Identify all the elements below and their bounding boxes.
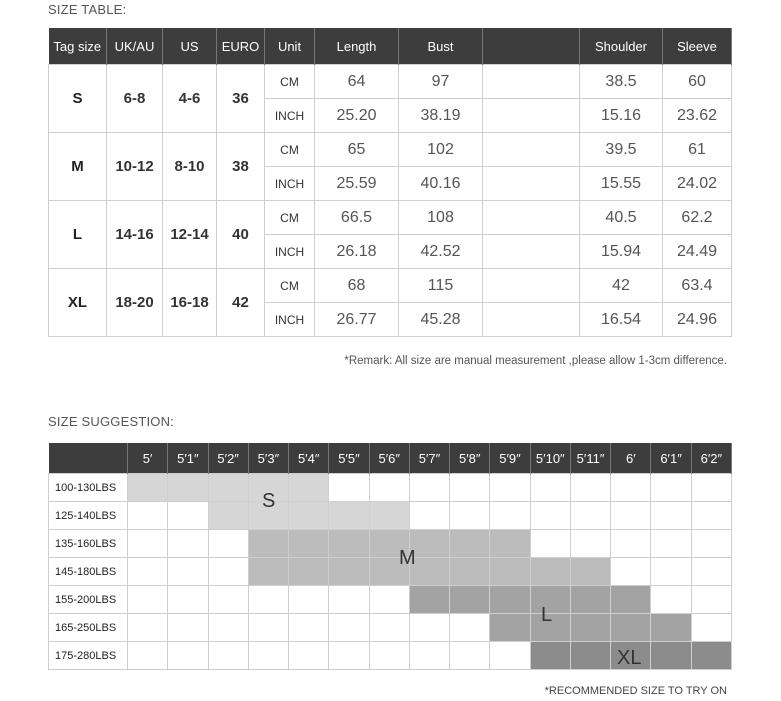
length-cell: 64 — [315, 65, 399, 99]
weight-label: 145-180LBS — [49, 558, 128, 586]
grid-cell — [208, 614, 248, 642]
unit-cell: INCH — [265, 235, 315, 269]
size-row-cm — [49, 269, 732, 303]
header-blank — [483, 28, 580, 65]
zone-label-l: L — [541, 604, 553, 626]
shoulder-cell: 42 — [580, 269, 663, 303]
grid-cell-l — [570, 614, 610, 642]
size-row-cm — [49, 65, 732, 99]
blank-cell — [483, 65, 580, 99]
header-shoulder: Shoulder — [580, 28, 663, 65]
grid-cell-l — [450, 586, 490, 614]
us-cell: 4-6 — [163, 65, 217, 133]
grid-cell — [570, 530, 610, 558]
grid-cell — [450, 642, 490, 670]
unit-cell: INCH — [265, 99, 315, 133]
bust-cell: 38.19 — [399, 99, 483, 133]
grid-cell — [691, 614, 731, 642]
zone-label-m: M — [399, 547, 416, 569]
sleeve-cell: 60 — [663, 65, 732, 99]
euro-cell: 40 — [217, 201, 265, 269]
size-table-header-row — [49, 28, 732, 65]
sleeve-cell: 61 — [663, 133, 732, 167]
grid-cell — [409, 474, 449, 502]
height-header: 6′ — [611, 443, 651, 474]
grid-cell — [128, 558, 168, 586]
grid-cell — [168, 642, 208, 670]
grid-cell — [369, 642, 409, 670]
grid-cell — [289, 586, 329, 614]
header-us: US — [163, 28, 217, 65]
grid-cell — [168, 614, 208, 642]
tag-size-cell: L — [49, 201, 107, 269]
grid-cell-m — [289, 530, 329, 558]
us-cell: 12-14 — [163, 201, 217, 269]
size-row-cm — [49, 133, 732, 167]
grid-cell — [651, 502, 691, 530]
height-header: 5′8″ — [450, 443, 490, 474]
grid-cell — [369, 586, 409, 614]
grid-cell-l — [570, 586, 610, 614]
grid-cell-s — [289, 502, 329, 530]
length-cell: 26.18 — [315, 235, 399, 269]
grid-cell — [128, 614, 168, 642]
height-header: 6′2″ — [691, 443, 731, 474]
grid-cell — [651, 558, 691, 586]
zone-label-s: S — [262, 490, 276, 512]
weight-row — [49, 530, 732, 558]
header-unit: Unit — [265, 28, 315, 65]
grid-cell-s — [369, 502, 409, 530]
height-header: 5′5″ — [329, 443, 369, 474]
sleeve-cell: 24.02 — [663, 167, 732, 201]
size-row-cm — [49, 201, 732, 235]
tag-size-cell: S — [49, 65, 107, 133]
tag-size-cell: M — [49, 133, 107, 201]
header-uk-au: UK/AU — [107, 28, 163, 65]
shoulder-cell: 15.55 — [580, 167, 663, 201]
blank-cell — [483, 303, 580, 337]
weight-label: 155-200LBS — [49, 586, 128, 614]
header-bust: Bust — [399, 28, 483, 65]
grid-cell-l — [611, 586, 651, 614]
shoulder-cell: 15.94 — [580, 235, 663, 269]
header-tag-size: Tag size — [49, 28, 107, 65]
height-header: 5′1″ — [168, 443, 208, 474]
euro-cell: 38 — [217, 133, 265, 201]
grid-cell-m — [329, 530, 369, 558]
grid-cell — [490, 474, 530, 502]
recommended-note: *RECOMMENDED SIZE TO TRY ON — [544, 685, 727, 697]
weight-row — [49, 586, 732, 614]
grid-cell-s — [128, 474, 168, 502]
grid-cell-s — [289, 474, 329, 502]
unit-cell: CM — [265, 65, 315, 99]
header-euro: EURO — [217, 28, 265, 65]
length-cell: 66.5 — [315, 201, 399, 235]
size-suggestion-heading: SIZE SUGGESTION: — [48, 414, 174, 429]
grid-cell — [208, 586, 248, 614]
weight-label: 175-280LBS — [49, 642, 128, 670]
height-header: 5′11″ — [570, 443, 610, 474]
grid-cell — [450, 502, 490, 530]
grid-cell — [168, 502, 208, 530]
grid-cell — [691, 586, 731, 614]
sleeve-cell: 24.49 — [663, 235, 732, 269]
height-header: 5′10″ — [530, 443, 570, 474]
blank-cell — [483, 201, 580, 235]
grid-cell — [570, 474, 610, 502]
height-header-row — [49, 443, 732, 474]
grid-cell — [329, 586, 369, 614]
grid-cell — [450, 614, 490, 642]
sleeve-cell: 24.96 — [663, 303, 732, 337]
sleeve-cell: 63.4 — [663, 269, 732, 303]
grid-cell-m — [450, 530, 490, 558]
grid-cell — [248, 614, 288, 642]
bust-cell: 108 — [399, 201, 483, 235]
grid-cell — [329, 474, 369, 502]
grid-cell — [208, 558, 248, 586]
weight-row — [49, 558, 732, 586]
grid-cell — [128, 642, 168, 670]
grid-cell — [651, 586, 691, 614]
grid-cell — [651, 530, 691, 558]
grid-cell — [208, 530, 248, 558]
grid-cell — [128, 530, 168, 558]
blank-cell — [483, 269, 580, 303]
length-cell: 26.77 — [315, 303, 399, 337]
grid-cell-x — [691, 642, 731, 670]
blank-cell — [483, 167, 580, 201]
bust-cell: 97 — [399, 65, 483, 99]
grid-cell — [611, 558, 651, 586]
grid-cell — [329, 614, 369, 642]
grid-cell — [691, 558, 731, 586]
blank-cell — [483, 99, 580, 133]
grid-cell — [369, 614, 409, 642]
grid-cell — [248, 586, 288, 614]
uk-au-cell: 6-8 — [107, 65, 163, 133]
unit-cell: CM — [265, 133, 315, 167]
size-suggestion-grid — [48, 443, 732, 670]
grid-cell-l — [409, 586, 449, 614]
grid-cell — [168, 530, 208, 558]
grid-cell — [530, 530, 570, 558]
grid-cell-m — [289, 558, 329, 586]
grid-cell — [691, 502, 731, 530]
us-cell: 8-10 — [163, 133, 217, 201]
shoulder-cell: 15.16 — [580, 99, 663, 133]
grid-cell-s — [168, 474, 208, 502]
grid-cell — [651, 474, 691, 502]
grid-cell-x — [651, 642, 691, 670]
grid-cell-l — [611, 614, 651, 642]
grid-cell-s — [208, 502, 248, 530]
grid-cell — [128, 586, 168, 614]
grid-cell-m — [248, 530, 288, 558]
grid-cell — [691, 474, 731, 502]
grid-cell — [409, 614, 449, 642]
grid-cell-m — [450, 558, 490, 586]
bust-cell: 42.52 — [399, 235, 483, 269]
grid-cell — [611, 530, 651, 558]
uk-au-cell: 18-20 — [107, 269, 163, 337]
grid-cell — [450, 474, 490, 502]
grid-cell-m — [570, 558, 610, 586]
grid-cell — [490, 642, 530, 670]
weight-label: 165-250LBS — [49, 614, 128, 642]
grid-cell — [329, 642, 369, 670]
bust-cell: 102 — [399, 133, 483, 167]
weight-row — [49, 502, 732, 530]
size-table-heading: SIZE TABLE: — [48, 2, 127, 17]
grid-cell — [208, 642, 248, 670]
height-header: 5′7″ — [409, 443, 449, 474]
grid-cell-m — [248, 558, 288, 586]
remark-note: *Remark: All size are manual measurement ,please allow 1-3cm difference. — [344, 355, 727, 367]
height-header: 6′1″ — [651, 443, 691, 474]
length-cell: 25.20 — [315, 99, 399, 133]
unit-cell: CM — [265, 269, 315, 303]
blank-cell — [483, 235, 580, 269]
bust-cell: 115 — [399, 269, 483, 303]
shoulder-cell: 40.5 — [580, 201, 663, 235]
grid-cell-l — [490, 586, 530, 614]
us-cell: 16-18 — [163, 269, 217, 337]
grid-cell-l — [651, 614, 691, 642]
grid-cell — [168, 586, 208, 614]
weight-row — [49, 614, 732, 642]
grid-cell-l — [490, 614, 530, 642]
grid-cell — [409, 502, 449, 530]
weight-label: 100-130LBS — [49, 474, 128, 502]
grid-cell — [168, 558, 208, 586]
shoulder-cell: 38.5 — [580, 65, 663, 99]
length-cell: 65 — [315, 133, 399, 167]
height-header: 5′9″ — [490, 443, 530, 474]
header-length: Length — [315, 28, 399, 65]
grid-cell — [248, 642, 288, 670]
grid-cell-s — [208, 474, 248, 502]
shoulder-cell: 16.54 — [580, 303, 663, 337]
shoulder-cell: 39.5 — [580, 133, 663, 167]
grid-cell — [369, 474, 409, 502]
bust-cell: 45.28 — [399, 303, 483, 337]
header-sleeve: Sleeve — [663, 28, 732, 65]
bust-cell: 40.16 — [399, 167, 483, 201]
grid-cell — [530, 502, 570, 530]
grid-cell-x — [530, 642, 570, 670]
corner-cell — [49, 443, 128, 474]
grid-cell-m — [490, 530, 530, 558]
grid-cell-s — [329, 502, 369, 530]
size-table — [48, 28, 732, 337]
euro-cell: 36 — [217, 65, 265, 133]
length-cell: 25.59 — [315, 167, 399, 201]
grid-cell — [289, 642, 329, 670]
length-cell: 68 — [315, 269, 399, 303]
grid-cell — [289, 614, 329, 642]
grid-cell — [409, 642, 449, 670]
blank-cell — [483, 133, 580, 167]
height-header: 5′6″ — [369, 443, 409, 474]
unit-cell: CM — [265, 201, 315, 235]
weight-label: 135-160LBS — [49, 530, 128, 558]
unit-cell: INCH — [265, 303, 315, 337]
grid-cell-m — [490, 558, 530, 586]
weight-row — [49, 474, 732, 502]
grid-cell-m — [530, 558, 570, 586]
sleeve-cell: 23.62 — [663, 99, 732, 133]
grid-cell — [611, 502, 651, 530]
grid-cell — [611, 474, 651, 502]
sleeve-cell: 62.2 — [663, 201, 732, 235]
grid-cell — [691, 530, 731, 558]
grid-cell — [530, 474, 570, 502]
unit-cell: INCH — [265, 167, 315, 201]
height-header: 5′3″ — [248, 443, 288, 474]
uk-au-cell: 10-12 — [107, 133, 163, 201]
height-header: 5′ — [128, 443, 168, 474]
weight-label: 125-140LBS — [49, 502, 128, 530]
grid-cell — [490, 502, 530, 530]
grid-cell-x — [570, 642, 610, 670]
zone-label-xl: XL — [617, 647, 642, 669]
height-header: 5′4″ — [289, 443, 329, 474]
tag-size-cell: XL — [49, 269, 107, 337]
grid-cell — [128, 502, 168, 530]
grid-cell — [570, 502, 610, 530]
uk-au-cell: 14-16 — [107, 201, 163, 269]
grid-cell-m — [329, 558, 369, 586]
height-header: 5′2″ — [208, 443, 248, 474]
euro-cell: 42 — [217, 269, 265, 337]
